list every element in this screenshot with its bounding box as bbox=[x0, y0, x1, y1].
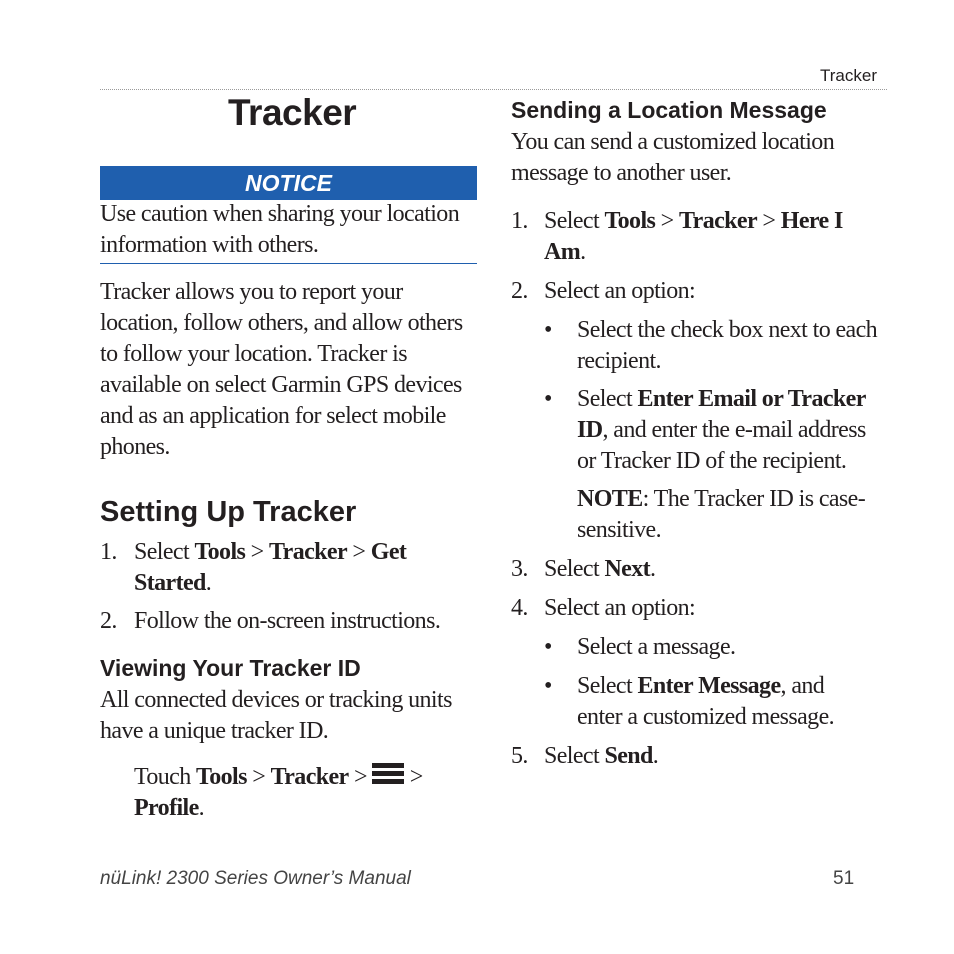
menu-icon bbox=[372, 763, 404, 785]
notice-text: Use caution when sharing your location information with others. bbox=[100, 201, 460, 258]
bullet: • bbox=[544, 673, 552, 699]
viewing-heading: Viewing Your Tracker ID bbox=[100, 655, 361, 681]
footer-manual-title: nüLink! 2300 Series Owner’s Manual bbox=[100, 868, 411, 889]
step-number: 4. bbox=[511, 595, 528, 621]
page-title: Tracker bbox=[228, 92, 357, 133]
notice-divider bbox=[100, 263, 477, 264]
step-text: Follow the on-screen instructions. bbox=[134, 608, 441, 634]
step-number: 1. bbox=[511, 208, 528, 234]
step-text: Select an option: bbox=[544, 595, 696, 621]
running-header: Tracker bbox=[820, 66, 877, 85]
bullet: • bbox=[544, 386, 552, 412]
step-text: Select Next. bbox=[544, 556, 656, 582]
viewing-instruction: Touch Tools > Tracker > > Profile. bbox=[134, 764, 423, 821]
sending-note: NOTE: The Tracker ID is case-sensitive. bbox=[577, 486, 866, 543]
step-text: Select Send. bbox=[544, 743, 659, 769]
step-text: Select an option: bbox=[544, 278, 696, 304]
bullet-text: Select the check box next to each recipient. bbox=[577, 317, 878, 374]
step-number: 2. bbox=[100, 608, 117, 634]
step-number: 1. bbox=[100, 539, 117, 565]
viewing-text: All connected devices or tracking units have a unique tracker ID. bbox=[100, 687, 452, 744]
step-text: Select Tools > Tracker > Get Started. bbox=[134, 539, 407, 596]
bullet-text: Select Enter Message, and enter a customized message. bbox=[577, 673, 835, 730]
header-divider bbox=[100, 89, 887, 90]
step-number: 5. bbox=[511, 743, 528, 769]
page-number: 51 bbox=[833, 868, 855, 889]
bullet-text: Select Enter Email or Tracker ID, and enter the e-mail address or Tracker ID of the recipient. bbox=[577, 386, 866, 474]
sending-heading: Sending a Location Message bbox=[511, 97, 827, 123]
bullet: • bbox=[544, 634, 552, 660]
bullet-text: Select a message. bbox=[577, 634, 736, 660]
step-number: 3. bbox=[511, 556, 528, 582]
sending-text: You can send a customized location message to another user. bbox=[511, 129, 835, 186]
step-number: 2. bbox=[511, 278, 528, 304]
step-text: Select Tools > Tracker > Here I Am. bbox=[544, 208, 843, 265]
bullet: • bbox=[544, 317, 552, 343]
notice-label: NOTICE bbox=[100, 166, 477, 200]
intro-paragraph: Tracker allows you to report your location, follow others, and allow others to follow your location. Tracker is available on select Garmin GPS devices and as an application for select mobile phones. bbox=[100, 279, 463, 460]
setup-heading: Setting Up Tracker bbox=[100, 496, 357, 528]
